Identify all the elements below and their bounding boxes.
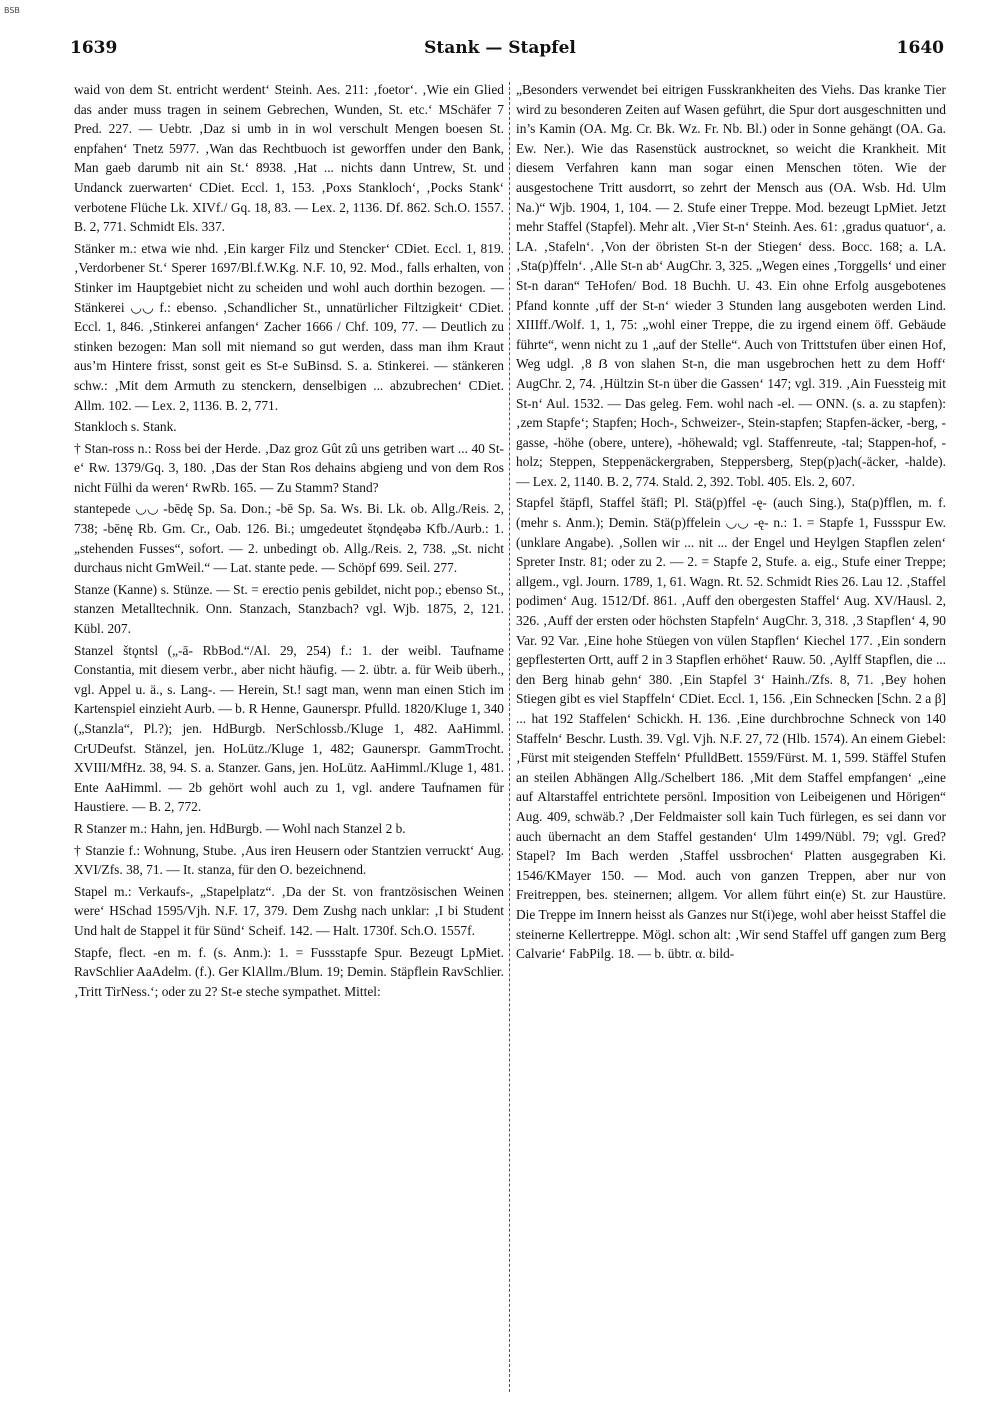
- entry-stapfe: Stapfe, flect. -en m. f. (s. Anm.): 1. = Fussstapfe Spur. Bezeugt LpMiet. RavSchlier AaAdelm. (f.). Ger KlAllm./Blum. 19; Demin. Stäpflein RavSchlier. ‚Tritt TirNess.‘; oder zu 2? St-e steche sympathet. Mittel:: [74, 944, 504, 999]
- page-header: [0, 38, 1000, 62]
- entry-stapfe-continued: „Besonders verwendet bei eitrigen Fusskrankheiten des Viehs. Das kranke Tier wird zu besonderen Zeiten auf Wasen geführt, die Spur dort ausgeschnitten und in’s Kamin (OA. Mg. Cr. Bk. Wz. Fr. Nb. Bl.) oder in Sonne gehängt (OA. Ga. Ew. Ner.). Wie das Rasenstück austrocknet, so weicht die Krankheit. Mit diesem Verfahren kann man sogar einen Menschen töten. Wie der ausgestochene Tritt ausdorrt, so zehrt der Mensch aus (OA. Wsb. Hd. Ulm Na.)“ Wjb. 1904, 1, 104. — 2. Stufe einer Treppe. Mod. bezeugt LpMiet. Jetzt mehr Staffel (Stapfel). Mehr alt. ‚Vier St-n‘ Steinh. Aes. 61: ‚gradus quatuor‘, a. LA. ‚Stafeln‘. ‚Von der öbristen St-n der Stiegen‘ dess. Bocc. 168; a. LA. ‚Sta(p)ffeln‘. ‚Alle St-n ab‘ AugChr. 3, 325. „Wegen eines ‚Torggells‘ und einer St-n daran“ TeHofen/ Bod. 18 Buchh. U. 43. Ein ohne Erfolg ausgebotenes Pfand konnte ‚uff der St-n‘ wieder 3 Stunden lang ausgeboten werden Lind. XIIIff./Wolf. 1, 1, 75: „wohl einer Treppe, die zu irgend einem öff. Gebäude führte“, wenn nicht zu 1 „auf der Stelle“. Auch von Trittstufen über einen Hof, Weg udgl. ‚8 ẞ von slahen St-n, die man usgebrochen hett zu dem Hoff‘ AugChr. 2, 74. ‚Hültzin St-n über die Gassen‘ 147; vgl. 319. ‚Ain Fuessteig mit St-n‘ Aul. 1532. — Das geleg. Fem. wohl nach -el. — ONN. (s. a. zu stapfen): ‚zem Stapfe‘; Stapfen; Hoch-, Schweizer-, Stein-stapfen; Stapfen-äcker, -berg, -gasse, -höhe (obere, untere), -höhewald; vgl. Staffenreute, -tal; Stappen-hof, -holz; Steppen, Steppenäckergraben, Steppersberg, Step(p)ach(-äcker, -halde). — Lex. 2, 1140. B. 2, 774. Stald. 2, 392. Tobl. 405. Els. 2, 607.: [516, 82, 946, 489]
- entry-stapel: Stapel m.: Verkaufs-, „Stapelplatz“. ‚Da der St. von frantzösischen Weinen were‘ HSchad 1595/Vjh. N.F. 17, 379. Dem Zushg nach unklar: ‚I bi Student Und halt de Stappel it für Sünd‘ Scheif. 142. — Halt. 1730f. Sch.O. 1557f.: [74, 883, 504, 938]
- entry-stanze: Stanze (Kanne) s. Stünze. — St. = erectio penis gebildet, nicht pop.; ebenso St., stanzen Metalltechnik. Onn. Stanzach, Stanzbach? vgl. Wjb. 1875, 2, 121. Kübl. 207.: [74, 581, 504, 637]
- entry-stapfel: Stapfel štäpfl, Staffel štäfl; Pl. Stä(p)ffel -ę- (auch Sing.), Sta(p)fflen, m. f. (mehr s. Anm.); Demin. Stä(p)ffelein ◡◡ -ę- n.: 1. = Stapfe 1, Fussspur Ew. (unklare Angabe). ‚Sollen wir ... nit ... der Engel und Heylgen Stapflen zelen‘ Spreter Instr. 81; oder zu 2. — 2. = Stapfe 2, Stufe. a. eig., Stufe einer Treppe; allgem., vgl. Journ. 1789, 1, 61. Wagn. Rt. 52. Schmidt Ries 26. Lau 12. ‚Staffel podimen‘ Aug. 1512/Df. 861. ‚Auff den obergesten Staffel‘ Aug. XV/Hausl. 2, 326. ‚Auff der ersten oder höchsten Stapfeln‘ AugChr. 3, 318. ‚3 Stapflen‘ 4, 90 Var. 92 Var. ‚Eine hohe Stüegen von vülen Stapflen‘ Kiechel 177. ‚Ein sondern gepflesterten Ortt, auff 2 in 3 Stapflen erhöhet‘ Rauw. 50. ‚Aylff Stapflen, die ... den Berg hinab gehn‘ 380. ‚Ein Stapfel 3‘ Hainh./Zfs. 8, 71. ‚Bey hohen Stiegen gibt es viel Stapffeln‘ CDiet. Eccl. 1, 156. ‚Ein Schnecken [Schn. 2 a β] ... hat 192 Staffelen‘ Schickh. H. 136. ‚Eine durchbrochne Schneck von 140 Staffeln‘ Beschr. Lusth. 39. Vgl. Vjh. N.F. 27, 72 (Hlb. 1574). An einem Giebel: ‚Fürst mit steigenden Steffeln‘ PfulldBett. 1559/Fürst. M. 1, 599. Stäffel Stufen an steilen Abhängen Allg./Schelbert 186. ‚Mit dem Staffel empfangen‘ „eine auf Altarstaffel entrichtete persönl. Imposition von Leibeigenen und Hörigen“ Aug. 409, schwäb.? ‚Der Feldmaister soll kain Tuch fürlegen, es sei dann vor auch übernacht an dem Staffel gestanden‘ Ulm 1499/Nübl. 79; vgl. Gred? Stapel? Im Bach werden ‚Staffel ussbrochen‘ Platten ausgegraben Ki. 1546/KMayer 150. — Mod. auch von ganzen Treppen, aber nur von Freitreppen, bes. steinernen; allgem. Vor allem führt ein(e) St. zur Haustüre. Die Treppe im Innern heisst als Ganzes nur St(i)ege, wohl aber heisst Staffel die steinerne Kellertreppe. Mögl. schon alt: ‚Wir send Staffel uff gangen zum Berg Calvarie‘ FabPilg. 18. — b. übtr. α. bild-: [516, 495, 946, 962]
- entry-stank-continued: waid von dem St. entricht werdent‘ Steinh. Aes. 211: ‚foetor‘. ‚Wie ein Glied das ander muss tragen in seinem Gebrechen, Wunden, St. etc.‘ MSchäfer 7 Pred. 227. — Uebtr. ‚Daz si umb in in wol verschult Mengen boesen St. enpfahen‘ Tnetz 5977. ‚Wan das Rechtbuoch ist geworffen under den Bank, Man gaeb darumb nit ain St.‘ 8938. ‚Hat ... nichts dann Untrew, St. und Undanck zuerwarten‘ CDiet. Eccl. 1, 153. ‚Poxs Stankloch‘, ‚Pocks Stank‘ verbotene Flüche Lk. XIVf./ Gq. 18, 83. — Lex. 2, 1136. Df. 862. Sch.O. 1557. B. 2, 771. Schmidt Els. 337.: [74, 82, 504, 235]
- right-column: [516, 80, 946, 964]
- entry-stanzie: † Stanzie f.: Wohnung, Stube. ‚Aus iren Heusern oder Stantzien verruckt‘ Aug. XVI/Zfs. 38, 71. — It. stanza, für den O. bezeichnend.: [74, 842, 504, 878]
- left-page-number: 1639: [70, 38, 118, 58]
- entry-staenker: Stänker m.: etwa wie nhd. ‚Ein karger Filz und Stencker‘ CDiet. Eccl. 1, 819. ‚Verdorbener St.‘ Sperer 1697/Bl.f.W.Kg. N.F. 10, 92. Mod., falls erhalten, von Stinker im Hauptgebiet nicht zu scheiden und wohl auch dorthin bezogen. — Stänkerei ◡◡ f.: ebenso. ‚Schandlicher St., unnatürlicher Filtzigkeit‘ CDiet. Eccl. 1, 846. ‚Stinkerei anfangen‘ Zacher 1666 / Chf. 109, 77. — Deutlich zu stinken bezogen: Man soll mit niemand so gut werden, dass man ihm Kraut aus’m Hintere frisst, sonst geit es St-e SuBinsd. S. a. Stinkerei. — stänkeren schw.: ‚Mit dem Armuth zu stenckern, denselbigen ... abzubrechen‘ CDiet. Allm. 102. — Lex. 2, 1136. B. 2, 771.: [74, 240, 504, 413]
- running-title: Stank — Stapfel: [424, 38, 576, 58]
- entry-stanzer: R Stanzer m.: Hahn, jen. HdBurgb. — Wohl nach Stanzel 2 b.: [74, 820, 406, 836]
- left-column: [74, 80, 504, 1001]
- entry-stan-ross: † Stan-ross n.: Ross bei der Herde. ‚Daz groz Gût zû uns getriben wart ... 40 St-e‘ Rw. 1379/Gq. 3, 180. ‚Das der Stan Ros dehains abgieng und von dem Ros nicht Fülhi da weren‘ RwRb. 165. — Zu Stamm? Stand?: [74, 440, 504, 495]
- column-divider: [509, 82, 510, 1392]
- library-mark: BSB: [4, 6, 20, 15]
- entry-stankloch: Stankloch s. Stank.: [74, 419, 177, 435]
- entry-stanzel: Stanzel štǫntsl („-ā- RbBod.“/Al. 29, 254) f.: 1. der weibl. Taufname Constantia, mit diesem verbr., aber nicht häufig. — 2. übtr. a. für Weib überh., vgl. Appel u. ä., s. Lang-. — Herein, St.! sagt man, wenn man einen Stich im Kartenspiel einzieht Aurb. — b. R Henne, Gaunerspr. Pfulld. 1820/Kluge 1, 340 („Stanzla“, Pl.?); jen. HdBurgb. NerSchlossb./Kluge 1, 482. AaHimml. CrUDeufst. Stänzel, jen. HoLütz./Kluge 1, 482; Gaunerspr. GammTrocht. XVIII/MfHz. 38, 94. S. a. Stanzer. Gans, jen. HoLütz. AaHimml./Kluge 1, 481. Ente AaHimml. — 2b gehört wohl auch zu 1, vgl. andere Taufnamen für Haustiere. — B. 2, 772.: [74, 642, 504, 815]
- entry-stantepede: stantepede ◡◡ -bēdę Sp. Sa. Don.; -bē Sp. Sa. Ws. Bi. Lk. ob. Allg./Reis. 2, 738; -bēnę Rb. Gm. Cr., Oab. 126. Bi.; umgedeutet štǫndęǝbǝ Kfb./Aurb.: 1. „stehenden Fusses“, sofort. — 2. unbedingt ob. Allg./Reis. 2, 738. „St. nicht durchaus nicht GmWeil.“ — Lat. stante pede. — Schöpf 699. Seil. 277.: [74, 501, 504, 576]
- right-page-number: 1640: [896, 38, 944, 58]
